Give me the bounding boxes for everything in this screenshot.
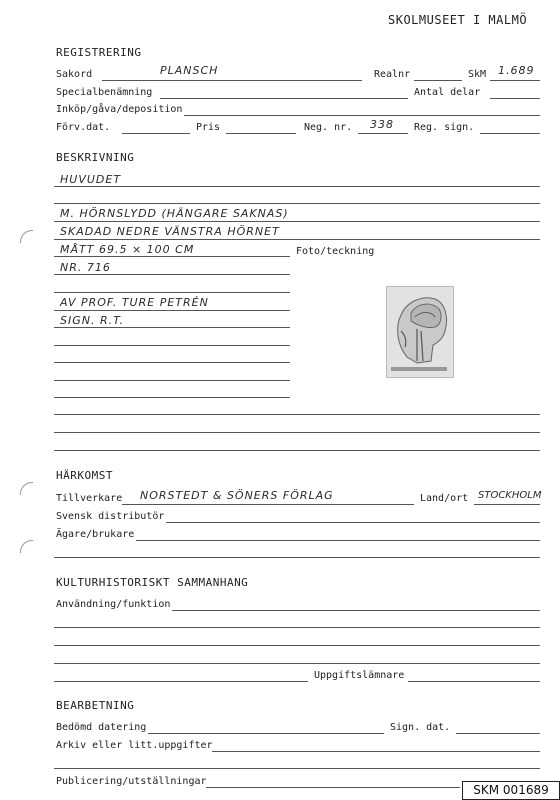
label-agare: Ägare/brukare (56, 529, 135, 540)
line-inkop (184, 115, 540, 116)
line-signdat (456, 733, 540, 734)
rule (54, 681, 308, 682)
rule (54, 221, 540, 222)
rule (54, 414, 540, 415)
rule (54, 768, 540, 769)
desc-line-4: MÅTT 69.5 × 100 CM (60, 243, 195, 256)
value-skm: 1.689 (498, 64, 535, 77)
label-signdat: Sign. dat. (390, 722, 451, 733)
label-arkiv: Arkiv eller litt.uppgifter (56, 740, 213, 751)
line-realnr (414, 80, 462, 81)
desc-line-6: AV PROF. TURE PETRÉN (60, 296, 209, 309)
line-pris (226, 133, 296, 134)
rule (54, 327, 290, 328)
value-sakord: PLANSCH (160, 64, 219, 77)
label-pris: Pris (196, 122, 221, 133)
line-agare (136, 540, 540, 541)
rule (54, 663, 540, 664)
section-bearbetning: BEARBETNING (56, 699, 135, 712)
label-foto: Foto/teckning (296, 246, 375, 257)
rule (54, 380, 290, 381)
rule (54, 256, 290, 257)
line-sakord (102, 80, 362, 81)
line-tillverkare (122, 504, 414, 505)
museum-name: SKOLMUSEET I MALMÖ (388, 13, 528, 27)
section-beskrivning: BESKRIVNING (56, 151, 135, 164)
label-skm: SkM (468, 69, 487, 80)
catalog-stamp: SKM 001689 (462, 781, 560, 800)
desc-line-7: SIGN. R.T. (60, 314, 125, 327)
rule (54, 627, 540, 628)
line-landort (474, 504, 540, 505)
label-special: Specialbenämning (56, 87, 153, 98)
line-anvandning (172, 610, 540, 611)
label-inkop: Inköp/gåva/deposition (56, 104, 183, 115)
label-antal: Antal delar (414, 87, 481, 98)
rule (54, 345, 290, 346)
desc-line-5: NR. 716 (60, 261, 111, 274)
section-registrering: REGISTRERING (56, 46, 142, 59)
line-antal (490, 98, 540, 99)
line-bedomd (148, 733, 384, 734)
punch-hole-mark (20, 230, 33, 243)
rule (54, 186, 540, 187)
rule (54, 645, 540, 646)
section-harkomst: HÄRKOMST (56, 469, 113, 482)
rule (54, 557, 540, 558)
line-regsign (480, 133, 540, 134)
label-landort: Land/ort (420, 493, 469, 504)
label-bedomd: Bedömd datering (56, 722, 147, 733)
rule (54, 274, 290, 275)
rule (54, 239, 540, 240)
line-uppgift (408, 681, 540, 682)
line-arkiv (212, 751, 540, 752)
rule (54, 450, 540, 451)
punch-hole-mark (20, 540, 33, 553)
desc-line-1: HUVUDET (60, 173, 122, 186)
value-neg: 338 (370, 118, 394, 131)
label-regsign: Reg. sign. (414, 122, 475, 133)
line-publicering (206, 787, 460, 788)
label-tillverkare: Tillverkare (56, 493, 123, 504)
label-publicering: Publicering/utställningar (56, 776, 207, 787)
rule (54, 292, 290, 293)
rule (54, 397, 290, 398)
label-uppgift: Uppgiftslämnare (314, 670, 405, 681)
desc-line-2: M. HÖRNSLYDD (HÄNGARE SAKNAS) (60, 207, 289, 220)
line-skm (490, 80, 540, 81)
section-kultur: KULTURHISTORISKT SAMMANHANG (56, 576, 249, 589)
label-svensk: Svensk distributör (56, 511, 165, 522)
rule (54, 362, 290, 363)
desc-line-3: SKADAD NEDRE VÄNSTRA HÖRNET (60, 225, 280, 238)
label-forv: Förv.dat. (56, 122, 111, 133)
label-anvandning: Användning/funktion (56, 599, 171, 610)
rule (54, 432, 540, 433)
rule (54, 310, 290, 311)
punch-hole-mark (20, 482, 33, 495)
head-anatomy-photo (386, 286, 454, 378)
label-sakord: Sakord (56, 69, 93, 80)
line-neg (358, 133, 408, 134)
line-svensk (166, 522, 540, 523)
label-neg: Neg. nr. (304, 122, 353, 133)
label-realnr: Realnr (374, 69, 411, 80)
line-forv (122, 133, 190, 134)
rule (54, 203, 540, 204)
line-special (160, 98, 408, 99)
value-tillverkare: NORSTEDT & SÖNERS FÖRLAG (140, 489, 334, 502)
value-landort: STOCKHOLM (478, 490, 542, 501)
